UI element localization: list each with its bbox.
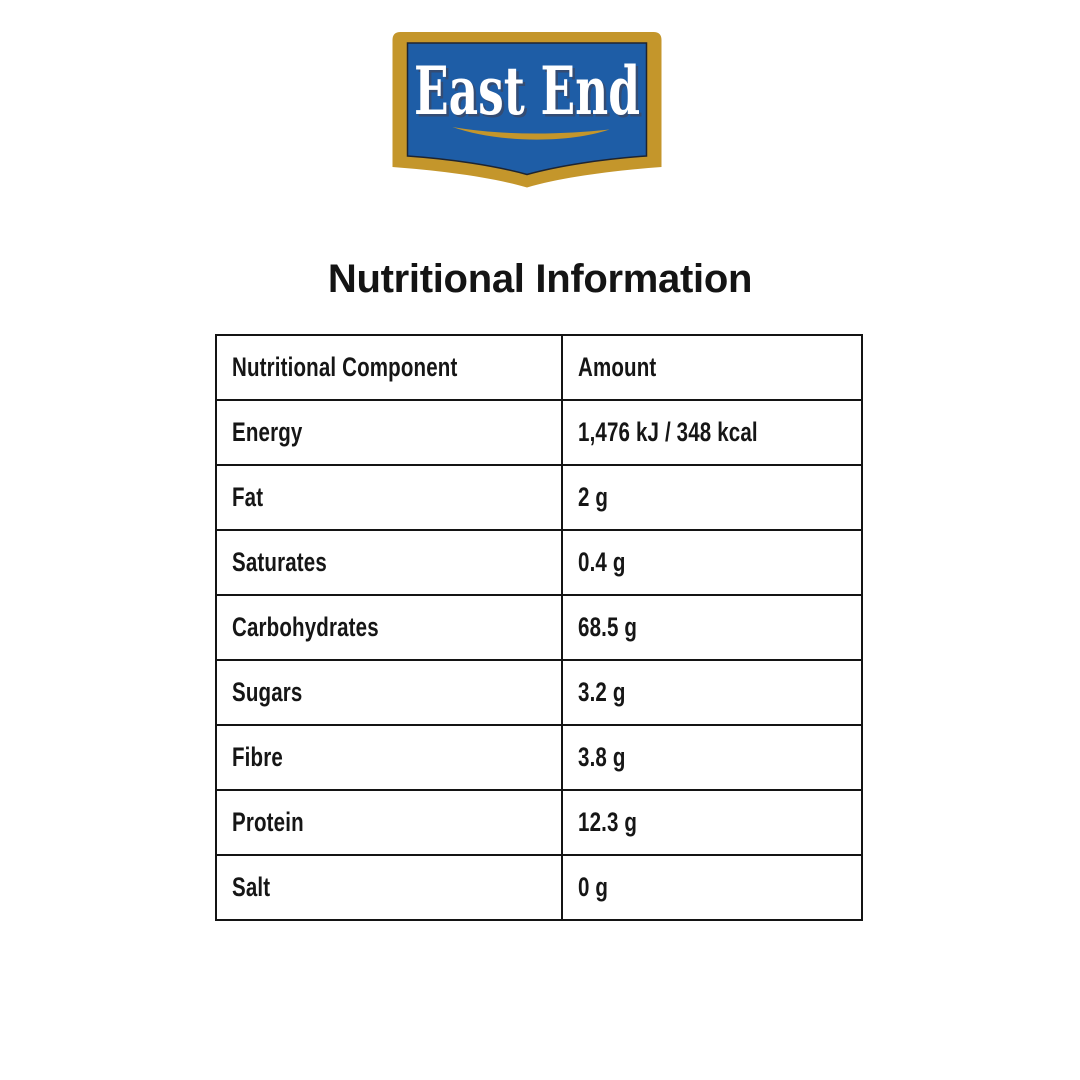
- table-row: [216, 530, 862, 595]
- table-row: [216, 790, 862, 855]
- component-cell: [216, 595, 562, 660]
- column-header-amount-label: Amount: [578, 352, 657, 382]
- amount-value: 1,476 kJ / 348 kcal: [578, 417, 758, 447]
- table-body: [216, 400, 862, 920]
- table-row: [216, 660, 862, 725]
- component-cell: [216, 530, 562, 595]
- table-row: [216, 855, 862, 920]
- component-label: Fibre: [232, 742, 283, 772]
- amount-value: 3.8 g: [578, 742, 626, 772]
- amount-value: 3.2 g: [578, 677, 626, 707]
- component-cell: [216, 790, 562, 855]
- amount-value: 0 g: [578, 872, 609, 902]
- amount-cell: [562, 725, 862, 790]
- amount-value: 0.4 g: [578, 547, 626, 577]
- table-header-row: [216, 335, 862, 400]
- component-label: Sugars: [232, 677, 303, 707]
- component-cell: [216, 855, 562, 920]
- column-header-component-label: Nutritional Component: [232, 352, 458, 382]
- amount-cell: [562, 595, 862, 660]
- column-header-component: [216, 335, 562, 400]
- table-row: [216, 465, 862, 530]
- east-end-logo: [392, 30, 662, 190]
- component-label: Saturates: [232, 547, 327, 577]
- component-label: Carbohydrates: [232, 612, 379, 642]
- table-row: [216, 725, 862, 790]
- component-cell: [216, 465, 562, 530]
- amount-value: 2 g: [578, 482, 609, 512]
- component-cell: [216, 660, 562, 725]
- amount-cell: [562, 660, 862, 725]
- column-header-amount: [562, 335, 862, 400]
- component-label: Protein: [232, 807, 304, 837]
- nutrition-table: [215, 334, 863, 921]
- page-title: Nutritional Information: [327, 257, 753, 301]
- amount-cell: [562, 530, 862, 595]
- amount-cell: [562, 855, 862, 920]
- component-cell: [216, 400, 562, 465]
- logo-brand-text-shadow: East End: [416, 54, 643, 133]
- table-row: [216, 595, 862, 660]
- logo-brand-text: East End: [414, 52, 640, 130]
- amount-cell: [562, 400, 862, 465]
- table-row: [216, 400, 862, 465]
- component-cell: [216, 725, 562, 790]
- component-label: Fat: [232, 482, 264, 512]
- component-label: Energy: [232, 417, 303, 447]
- component-label: Salt: [232, 872, 271, 902]
- amount-value: 12.3 g: [578, 807, 638, 837]
- amount-cell: [562, 465, 862, 530]
- amount-value: 68.5 g: [578, 612, 638, 642]
- amount-cell: [562, 790, 862, 855]
